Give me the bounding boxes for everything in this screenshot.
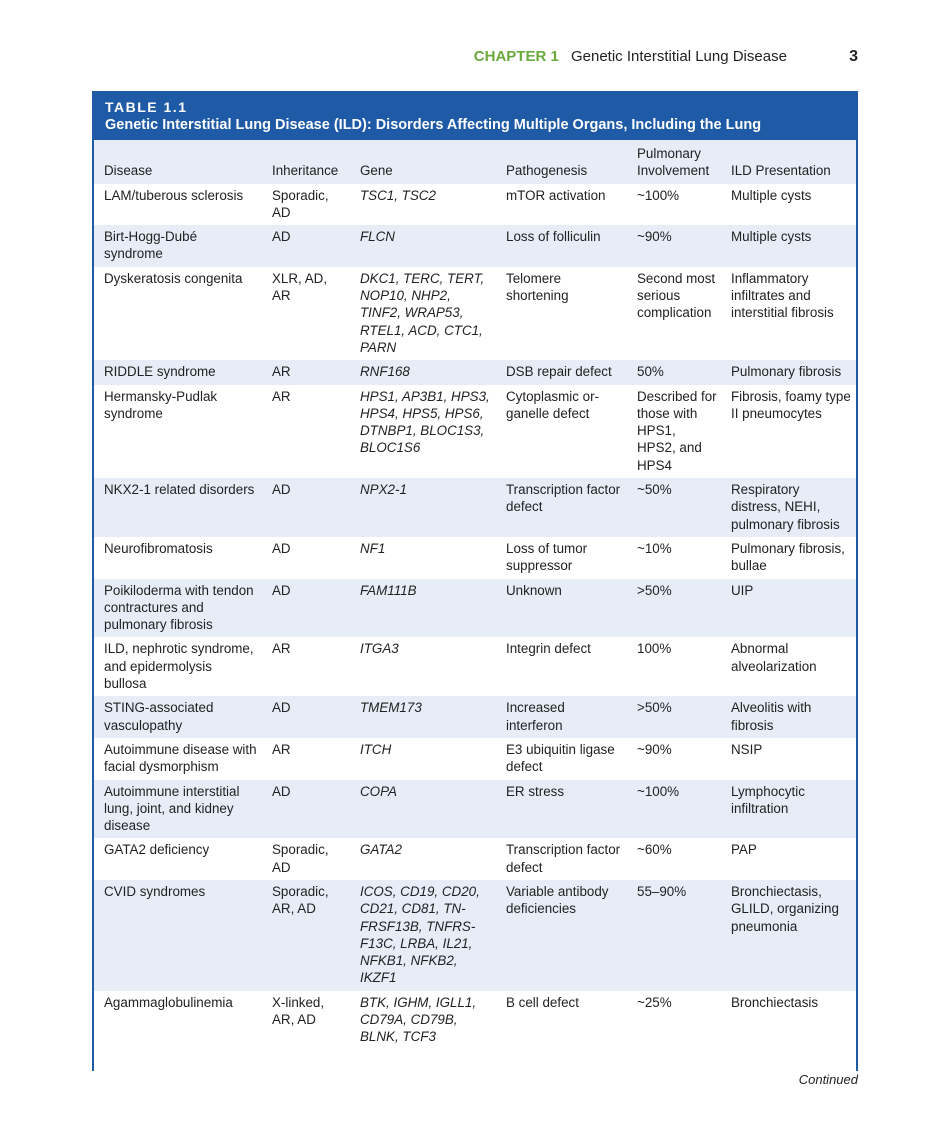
gene-cell: DKC1, TERC, TERT, NOP10, NHP2, TINF2, WRAP53, RTEL1, ACD, CTC1, PARN — [360, 270, 485, 355]
disease-cell: LAM/tuberous sclerosis — [104, 187, 244, 203]
disease-cell: GATA2 deficiency — [104, 842, 210, 858]
gene-cell: BTK, IGHM, IGLL1, CD79A, CD79B, BLNK, TCF3 — [360, 994, 477, 1045]
table-row — [94, 991, 856, 1050]
pathogenesis-cell: Loss of folliculin — [496, 225, 627, 267]
pathogenesis-cell: Variable antibody deficiencies — [496, 880, 627, 991]
ild-presentation-cell: Multiple cysts — [721, 225, 856, 267]
disease-cell: Neurofibromatosis — [104, 540, 213, 556]
pathogenesis-cell: B cell defect — [506, 994, 579, 1010]
ild-presentation-cell: Pulmonary fibrosis, bullae — [731, 540, 845, 574]
pathogenesis-cell: mTOR activation — [506, 187, 606, 203]
disease-cell: Birt-Hogg-Dubé syndrome — [94, 225, 262, 267]
column-header: Pulmonary Involvement — [627, 140, 721, 184]
inheritance-cell: AD — [262, 780, 350, 839]
table-row — [94, 478, 856, 537]
disease-cell: RIDDLE syndrome — [94, 360, 262, 384]
disease-cell: STING-associated vasculopathy — [94, 696, 262, 738]
pathogenesis-cell: Transcription factor defect — [506, 842, 621, 875]
disease-cell: CVID syndromes — [94, 880, 262, 991]
pulmonary-involvement-cell: 100% — [637, 641, 672, 657]
table-row — [94, 537, 856, 579]
inheritance-cell: AD — [262, 478, 350, 537]
pathogenesis-cell: Unknown — [496, 579, 627, 638]
table-row — [94, 780, 856, 839]
pulmonary-involvement-cell: ~100% — [637, 187, 680, 203]
disease-cell: NKX2-1 related disorders — [94, 478, 262, 537]
table-row — [94, 738, 856, 780]
gene-cell: ITCH — [360, 741, 392, 757]
inheritance-cell: AD — [262, 696, 350, 738]
inheritance-cell: XLR, AD, AR — [272, 270, 328, 304]
gene-cell: FLCN — [350, 225, 496, 267]
inheritance-cell: Sporadic, AD — [272, 187, 329, 220]
inheritance-cell: AD — [272, 540, 291, 556]
table-row — [94, 225, 856, 267]
table-row — [94, 184, 856, 226]
data-table — [94, 140, 856, 1050]
table-row — [94, 838, 856, 880]
ild-presentation-cell: Bronchiectasis, GLILD, organizing pneumonia — [721, 880, 856, 991]
pathogenesis-cell: E3 ubiquitin ligase defect — [506, 741, 615, 775]
pathogenesis-cell: Increased interferon — [496, 696, 627, 738]
ild-presentation-cell: Bronchiectasis — [731, 994, 819, 1010]
gene-cell: HPS1, AP3B1, HPS3, HPS4, HPS5, HPS6, DTNBP1, BLOC1S3, BLOC1S6 — [360, 388, 490, 456]
table-label: TABLE 1.1 — [105, 99, 188, 115]
page-number: 3 — [849, 48, 858, 65]
pulmonary-involvement-cell: ~90% — [637, 741, 672, 757]
gene-cell: TMEM173 — [350, 696, 496, 738]
table-container — [92, 91, 858, 1071]
pulmonary-involvement-cell: 55–90% — [627, 880, 721, 991]
pathogenesis-cell: Loss of tumor suppressor — [506, 540, 588, 574]
disease-cell: Poikiloderma with tendon contractures and pulmonary fibrosis — [94, 579, 262, 638]
table-row — [94, 385, 856, 478]
ild-presentation-cell: Fibrosis, foamy type II pneumocytes — [731, 388, 851, 421]
inheritance-cell: AR — [272, 641, 291, 657]
inheritance-cell: X-linked, AR, AD — [272, 994, 325, 1028]
disease-cell: ILD, nephrotic syndrome, and epidermolysis bullosa — [104, 641, 254, 692]
table-body — [94, 184, 856, 1050]
pathogenesis-cell: Transcription factor defect — [496, 478, 627, 537]
ild-presentation-cell: Alveolitis with fibrosis — [721, 696, 856, 738]
pulmonary-involvement-cell: ~10% — [637, 540, 672, 556]
pulmonary-involvement-cell: ~100% — [627, 780, 721, 839]
chapter-label: CHAPTER 1 — [473, 48, 559, 65]
disease-cell: Agammaglobulinemia — [104, 994, 233, 1010]
inheritance-cell: AD — [262, 225, 350, 267]
table-header-row — [94, 140, 856, 184]
gene-cell: RNF168 — [350, 360, 496, 384]
pulmonary-involvement-cell: ~90% — [627, 225, 721, 267]
disease-cell: Autoimmune interstitial lung, joint, and kidney disease — [94, 780, 262, 839]
pulmonary-involvement-cell: 50% — [627, 360, 721, 384]
ild-presentation-cell: Abnormal alveolarization — [731, 641, 817, 674]
column-header: Gene — [350, 140, 496, 184]
ild-presentation-cell: Lymphocytic infiltration — [721, 780, 856, 839]
pathogenesis-cell: Telomere shortening — [506, 270, 569, 304]
column-header: Disease — [94, 140, 262, 184]
inheritance-cell: Sporadic, AR, AD — [262, 880, 350, 991]
table-row — [94, 696, 856, 738]
table-row — [94, 360, 856, 384]
ild-presentation-cell: Inflammatory infiltrates and interstitial fibrosis — [731, 270, 834, 321]
inheritance-cell: AR — [272, 388, 291, 404]
gene-cell: NF1 — [360, 540, 386, 556]
pathogenesis-cell: DSB repair defect — [496, 360, 627, 384]
gene-cell: ICOS, CD19, CD20, CD21, CD81, TNFRSF13B, TNFRSF13C, LRBA, IL21, NFKB1, NFKB2, IKZF1 — [350, 880, 496, 991]
inheritance-cell: AD — [262, 579, 350, 638]
gene-cell: NPX2-1 — [350, 478, 496, 537]
gene-cell: GATA2 — [360, 842, 402, 858]
column-header: ILD Presentation — [721, 140, 856, 184]
pathogenesis-cell: Integrin defect — [506, 641, 591, 657]
column-header: Inheritance — [262, 140, 350, 184]
table-caption — [94, 93, 856, 140]
pulmonary-involvement-cell: ~50% — [627, 478, 721, 537]
pulmonary-involvement-cell: Second most serious complication — [637, 270, 716, 321]
ild-presentation-cell: Pulmonary fibrosis — [721, 360, 856, 384]
disease-cell: Autoimmune disease with facial dysmorphism — [104, 741, 257, 775]
ild-presentation-cell: UIP — [721, 579, 856, 638]
pulmonary-involvement-cell: Described for those with HPS1, HPS2, and HPS4 — [637, 388, 717, 473]
gene-cell: FAM111B — [350, 579, 496, 638]
inheritance-cell: Sporadic, AD — [272, 842, 329, 875]
pulmonary-involvement-cell: >50% — [627, 696, 721, 738]
table-row — [94, 267, 856, 360]
table-row — [94, 637, 856, 696]
chapter-title: Genetic Interstitial Lung Disease — [570, 48, 787, 65]
disease-cell: Dyskeratosis congenita — [104, 270, 243, 286]
gene-cell: COPA — [350, 780, 496, 839]
gene-cell: ITGA3 — [360, 641, 399, 657]
pathogenesis-cell: ER stress — [496, 780, 627, 839]
table-row — [94, 880, 856, 991]
gene-cell: TSC1, TSC2 — [360, 187, 436, 203]
continued-note: Continued — [798, 1072, 858, 1087]
table-row — [94, 579, 856, 638]
column-header: Pathogenesis — [496, 140, 627, 184]
pathogenesis-cell: Cytoplasmic organelle defect — [506, 388, 600, 421]
ild-presentation-cell: NSIP — [731, 741, 763, 757]
pulmonary-involvement-cell: ~60% — [637, 842, 672, 858]
table-title: Genetic Interstitial Lung Disease (ILD): Disorders Affecting Multiple Organs, Including the Lung — [105, 117, 762, 133]
inheritance-cell: AR — [272, 741, 291, 757]
disease-cell: Hermansky-Pudlak syndrome — [104, 388, 218, 421]
pulmonary-involvement-cell: ~25% — [637, 994, 672, 1010]
ild-presentation-cell: Respiratory distress, NEHI, pulmonary fibrosis — [721, 478, 856, 537]
running-head — [92, 48, 858, 66]
pulmonary-involvement-cell: >50% — [627, 579, 721, 638]
inheritance-cell: AR — [262, 360, 350, 384]
ild-presentation-cell: PAP — [731, 842, 757, 858]
ild-presentation-cell: Multiple cysts — [731, 187, 812, 203]
